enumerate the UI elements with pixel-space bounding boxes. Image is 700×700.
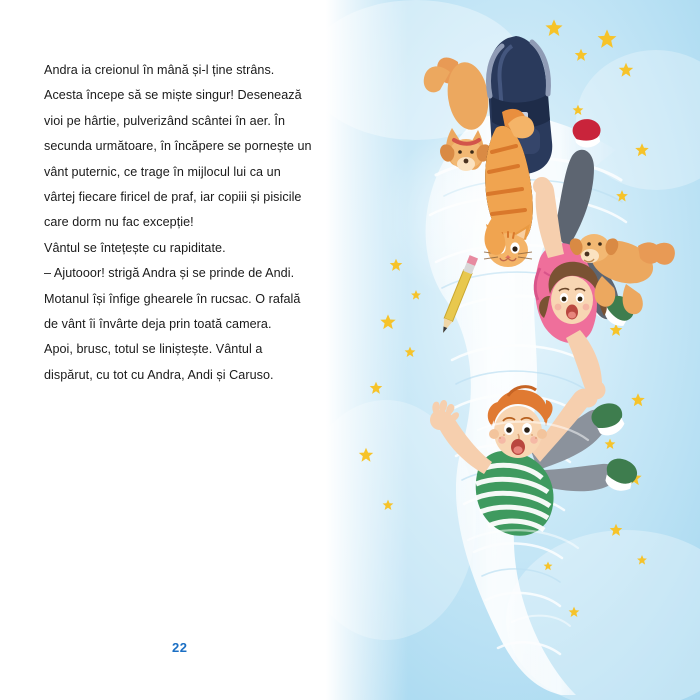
story-text-column bbox=[44, 58, 312, 388]
paragraph-1: Andra ia creionul în mână și-l ține strâns. Acesta începe să se miște singur! Desenează vioi pe hârtie, pulverizând scântei în aer. În secunda următoare, în încăpere se pornește un vânt puternic, ce trage în mijlocul lui ca un vârtej fiecare firicel de praf, iar copiii și pisicile care dorm nu fac excepție! bbox=[44, 63, 312, 230]
illustration bbox=[326, 0, 700, 700]
paragraph-3: – Ajutooor! strigă Andra și se prinde de Andi. Motanul își înfige ghearele în rucsac. O rafală de vânt îi învârte deja prin toată camera. bbox=[44, 266, 301, 332]
paragraph-2: Vântul se întețește cu rapiditate. bbox=[44, 240, 226, 255]
page-number: 22 bbox=[172, 640, 188, 655]
paragraph-4: Apoi, brusc, totul se liniștește. Vântul a dispărut, cu tot cu Andra, Andi și Caruso. bbox=[44, 342, 274, 382]
